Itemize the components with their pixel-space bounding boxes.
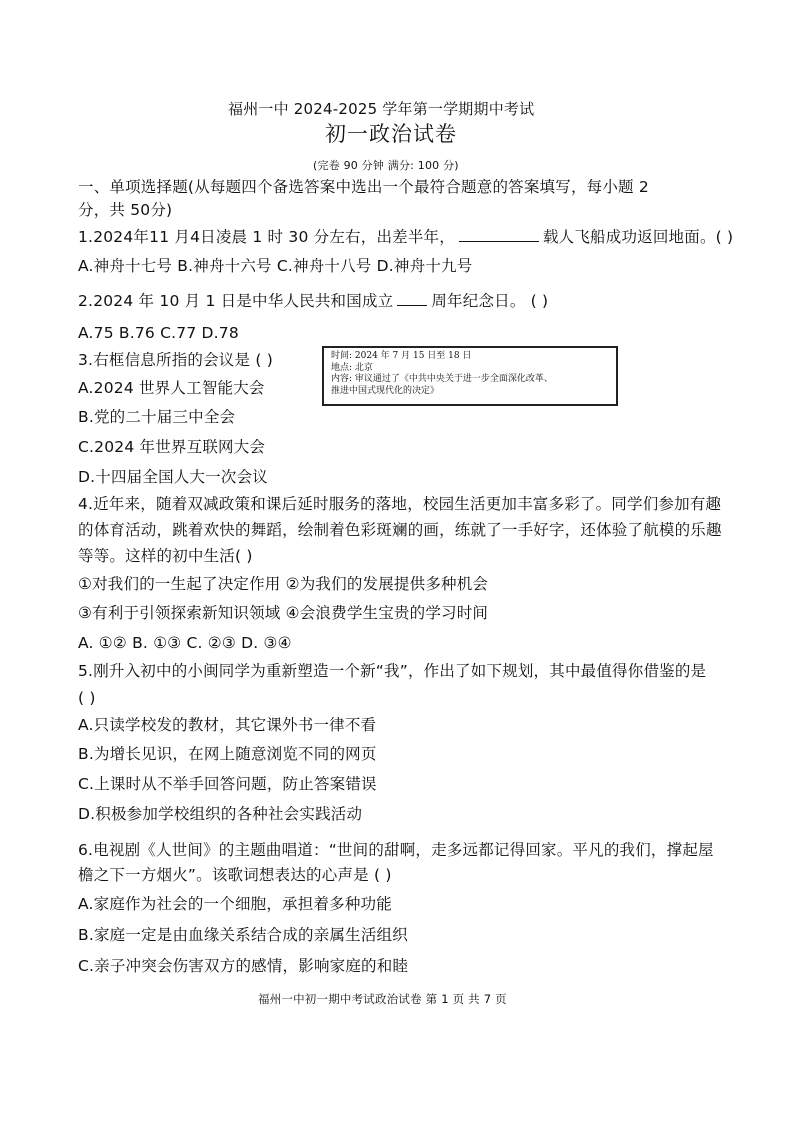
question-4-options: A. ①② B. ①③ C. ②③ D. ③④ [78, 634, 292, 652]
question-6-option-c: C.亲子冲突会伤害双方的感情，影响家庭的和睦 [78, 957, 409, 975]
question-3-option-a: A.2024 世界人工智能大会 [78, 379, 265, 397]
question-2-stem-part1: 2.2024 年 10 月 1 日是中华人民共和国成立 [78, 292, 394, 310]
question-6-option-a: A.家庭作为社会的一个细胞，承担着多种功能 [78, 895, 392, 913]
question-2-stem [78, 291, 548, 311]
question-1-stem-part2: 载人飞船成功返回地面。( ) [542, 228, 734, 246]
exam-school-header: 福州一中 2024-2025 学年第一学期期中考试 [228, 100, 535, 118]
info-box-place: 地点: 北京 [331, 362, 373, 373]
question-4-line2: 的体育活动，跳着欢快的舞蹈，绘制着色彩斑斓的画，练就了一手好字，还体验了航模的乐趣 [78, 521, 722, 539]
question-2-stem-part2: 周年纪念日。 ( ) [431, 292, 549, 310]
question-4-item1: ①对我们的一生起了决定作用 ②为我们的发展提供多种机会 [78, 575, 489, 593]
question-5-option-c: C.上课时从不举手回答问题，防止答案错误 [78, 775, 377, 793]
question-5-option-d: D.积极参加学校组织的各种社会实践活动 [78, 805, 363, 823]
question-1-stem-part1: 1.2024年11 月4日凌晨 1 时 30 分左右，出差半年， [78, 228, 455, 246]
question-3-info-box [322, 346, 618, 406]
answer-blank [397, 291, 427, 306]
question-5-option-a: A.只读学校发的教材，其它课外书一律不看 [78, 716, 377, 734]
question-6-line1: 6.电视剧《人世间》的主题曲唱道：“世间的甜啊，走多远都记得回家。平凡的我们，撑起屋 [78, 841, 714, 859]
section-heading-line1: 一、单项选择题(从每题四个备选答案中选出一个最符合题意的答案填写，每小题 2 [78, 178, 649, 196]
question-4-line1: 4.近年来，随着双减政策和课后延时服务的落地，校园生活更加丰富多彩了。同学们参加有趣 [78, 495, 722, 513]
question-1-options: A.神舟十七号 B.神舟十六号 C.神舟十八号 D.神舟十九号 [78, 257, 473, 275]
exam-title: 初一政治试卷 [325, 122, 457, 146]
section-heading-line2: 分，共 50分) [78, 201, 173, 219]
info-box-content-cont: 推进中国式现代化的决定》 [331, 385, 440, 396]
question-3-stem: 3.右框信息所指的会议是 ( ) [78, 351, 273, 369]
answer-blank [459, 227, 539, 242]
question-3-option-b: B.党的二十届三中全会 [78, 408, 236, 426]
question-5-option-b: B.为增长见识，在网上随意浏览不同的网页 [78, 745, 377, 763]
question-4-item2: ③有利于引领探索新知识领域 ④会浪费学生宝贵的学习时间 [78, 604, 489, 622]
question-6-option-b: B.家庭一定是由血缘关系结合成的亲属生活组织 [78, 926, 408, 944]
page-footer: 福州一中初一期中考试政治试卷 第 1 页 共 7 页 [258, 992, 507, 1006]
info-box-time: 时间: 2024 年 7 月 15 日至 18 日 [331, 351, 472, 361]
question-4-line3: 等等。这样的初中生活( ) [78, 547, 253, 565]
question-6-line2: 檐之下一方烟火”。该歌词想表达的心声是 ( ) [78, 866, 392, 884]
question-2-options: A.75 B.76 C.77 D.78 [78, 324, 239, 342]
question-3-option-d: D.十四届全国人大一次会议 [78, 468, 268, 486]
question-5-line2: ( ) [78, 689, 96, 707]
question-5-line1: 5.刚升入初中的小闽同学为重新塑造一个新“我”，作出了如下规划，其中最值得你借鉴的是 [78, 662, 707, 680]
question-1-stem [78, 227, 733, 247]
exam-subtitle: (完卷 90 分钟 满分: 100 分) [313, 159, 459, 172]
info-box-content: 内容: 审议通过了《中共中央关于进一步全面深化改革、 [331, 374, 553, 384]
question-3-option-c: C.2024 年世界互联网大会 [78, 438, 266, 456]
